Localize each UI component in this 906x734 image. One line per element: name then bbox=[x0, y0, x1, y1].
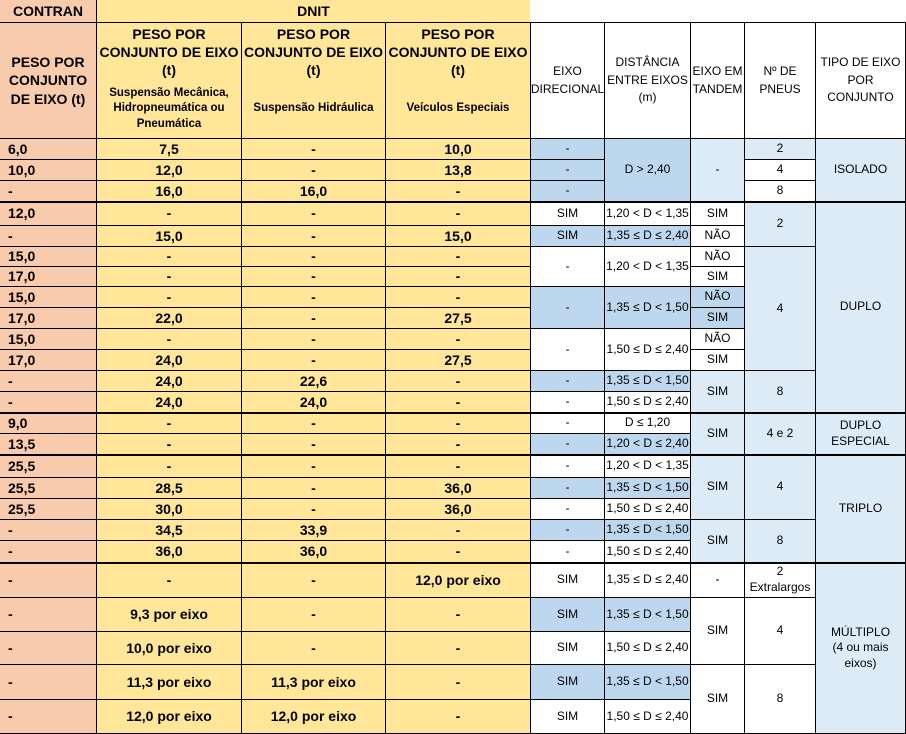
direcional-value: - bbox=[530, 433, 605, 455]
especiais-value: 12,0 por eixo bbox=[385, 562, 531, 598]
mecanica-value: 16,0 bbox=[96, 180, 242, 202]
direcional-value: SIM bbox=[530, 597, 605, 632]
contran-value: - bbox=[0, 664, 97, 700]
pneus-value: 2 Extralargos bbox=[744, 562, 816, 598]
especiais-value: 27,5 bbox=[385, 349, 531, 371]
especiais-value: - bbox=[385, 180, 531, 202]
tandem-value: SIM bbox=[690, 519, 745, 563]
eixo-direcional-header: EIXO DIRECIONAL bbox=[530, 22, 605, 139]
especiais-value: - bbox=[385, 412, 531, 434]
pneus-value: 4 bbox=[744, 597, 816, 665]
mecanica-value: 28,5 bbox=[96, 477, 242, 499]
especiais-value: 27,5 bbox=[385, 307, 531, 329]
hidraulica-value: - bbox=[241, 201, 386, 226]
group-separator bbox=[0, 201, 906, 203]
distancia-value: D ≤ 1,20 bbox=[604, 412, 691, 434]
especiais-value: - bbox=[385, 433, 531, 455]
pneus-value: 2 bbox=[744, 138, 816, 160]
tandem-value: - bbox=[690, 138, 745, 202]
mecanica-value: - bbox=[96, 433, 242, 455]
contran-value: - bbox=[0, 540, 97, 563]
distancia-value: 1,35 ≤ D < 1,50 bbox=[604, 477, 691, 499]
dnit-header: DNIT bbox=[96, 0, 531, 23]
distancia-value: 1,35 ≤ D < 1,50 bbox=[604, 664, 691, 700]
tandem-value: SIM bbox=[690, 370, 745, 413]
distancia-value: 1,20 < D < 1,35 bbox=[604, 454, 691, 478]
distancia-value: 1,50 ≤ D ≤ 2,40 bbox=[604, 391, 691, 413]
contran-value: 6,0 bbox=[0, 138, 97, 160]
especiais-value: - bbox=[385, 266, 531, 287]
tipo-value: ISOLADO bbox=[815, 138, 906, 202]
tandem-value: SIM bbox=[690, 307, 745, 329]
tandem-value: SIM bbox=[690, 266, 745, 287]
especiais-value: - bbox=[385, 286, 531, 308]
hidraulica-value: - bbox=[241, 597, 386, 632]
mecanica-value: 11,3 por eixo bbox=[96, 664, 242, 700]
dnit-mecanica-header bbox=[96, 22, 242, 139]
contran-value: 12,0 bbox=[0, 201, 97, 226]
hidraulica-value: - bbox=[241, 138, 386, 160]
distancia-value: 1,50 ≤ D ≤ 2,40 bbox=[604, 540, 691, 563]
contran-value: - bbox=[0, 391, 97, 413]
contran-value: 25,5 bbox=[0, 454, 97, 478]
direcional-value: SIM bbox=[530, 664, 605, 700]
mecanica-value: - bbox=[96, 286, 242, 308]
pneus-value: 4 e 2 bbox=[744, 412, 816, 455]
distancia-value: 1,35 ≤ D < 1,50 bbox=[604, 519, 691, 541]
group-separator bbox=[0, 412, 906, 414]
distancia-value: 1,50 ≤ D ≤ 2,40 bbox=[604, 699, 691, 734]
direcional-value: - bbox=[530, 180, 605, 202]
contran-value: 13,5 bbox=[0, 433, 97, 455]
mecanica-value: 24,0 bbox=[96, 370, 242, 392]
contran-value: - bbox=[0, 180, 97, 202]
mecanica-value: 10,0 por eixo bbox=[96, 631, 242, 665]
especiais-value: - bbox=[385, 370, 531, 392]
pneus-value: 8 bbox=[744, 370, 816, 413]
hidraulica-value: 12,0 por eixo bbox=[241, 699, 386, 734]
mecanica-value: 30,0 bbox=[96, 498, 242, 520]
mecanica-value: - bbox=[96, 454, 242, 478]
mecanica-value: 7,5 bbox=[96, 138, 242, 160]
especiais-value: 36,0 bbox=[385, 477, 531, 499]
direcional-value: - bbox=[530, 246, 605, 287]
direcional-value: - bbox=[530, 498, 605, 520]
tandem-value: SIM bbox=[690, 349, 745, 371]
especiais-value: - bbox=[385, 201, 531, 226]
direcional-value: - bbox=[530, 412, 605, 434]
contran-value: - bbox=[0, 631, 97, 665]
tandem-value: NÃO bbox=[690, 328, 745, 350]
hidraulica-value: 24,0 bbox=[241, 391, 386, 413]
distancia-value: 1,20 < D < 1,35 bbox=[604, 246, 691, 287]
contran-value: - bbox=[0, 562, 97, 598]
especiais-value: - bbox=[385, 540, 531, 563]
contran-value: 17,0 bbox=[0, 307, 97, 329]
especiais-value: - bbox=[385, 391, 531, 413]
eixo-tandem-header: EIXO EM TANDEM bbox=[690, 22, 745, 139]
hidraulica-value: 22,6 bbox=[241, 370, 386, 392]
tandem-value: NÃO bbox=[690, 286, 745, 308]
hidraulica-value: - bbox=[241, 246, 386, 267]
n-pneus-header: Nº DE PNEUS bbox=[744, 22, 816, 139]
tandem-value: SIM bbox=[690, 454, 745, 520]
contran-value: - bbox=[0, 597, 97, 632]
suspension-subtitle: Veículos Especiais bbox=[406, 102, 510, 115]
direcional-value: - bbox=[530, 391, 605, 413]
tipo-value: DUPLO ESPECIAL bbox=[815, 412, 906, 455]
mecanica-value: 9,3 por eixo bbox=[96, 597, 242, 632]
direcional-value: - bbox=[530, 540, 605, 563]
mecanica-value: - bbox=[96, 201, 242, 226]
hidraulica-value: - bbox=[241, 159, 386, 181]
pneus-value: 4 bbox=[744, 246, 816, 371]
distancia-value: 1,20 < D ≤ 2,40 bbox=[604, 433, 691, 455]
distancia-value: 1,35 ≤ D ≤ 2,40 bbox=[604, 225, 691, 247]
distancia-value: 1,35 ≤ D < 1,50 bbox=[604, 286, 691, 329]
mecanica-value: - bbox=[96, 412, 242, 434]
especiais-value: - bbox=[385, 246, 531, 267]
contran-value: 15,0 bbox=[0, 328, 97, 350]
suspension-subtitle: Suspensão Hidráulica bbox=[253, 102, 374, 115]
pneus-value: 8 bbox=[744, 180, 816, 202]
hidraulica-value: - bbox=[241, 477, 386, 499]
pneus-value: 4 bbox=[744, 159, 816, 181]
direcional-value: SIM bbox=[530, 225, 605, 247]
hidraulica-value: - bbox=[241, 631, 386, 665]
hidraulica-value: 16,0 bbox=[241, 180, 386, 202]
especiais-value: - bbox=[385, 328, 531, 350]
contran-value: - bbox=[0, 225, 97, 247]
tandem-value: NÃO bbox=[690, 246, 745, 267]
group-separator bbox=[0, 454, 906, 456]
mecanica-value: 24,0 bbox=[96, 349, 242, 371]
contran-value: 15,0 bbox=[0, 286, 97, 308]
hidraulica-value: - bbox=[241, 498, 386, 520]
pneus-value: 8 bbox=[744, 664, 816, 734]
contran-peso-header: PESO POR CONJUNTO DE EIXO (t) bbox=[0, 22, 97, 139]
tandem-value: SIM bbox=[690, 412, 745, 455]
suspension-subtitle: Suspensão Mecânica, Hidropneumática ou Pneumática bbox=[109, 86, 229, 130]
mecanica-value: 36,0 bbox=[96, 540, 242, 563]
contran-value: 10,0 bbox=[0, 159, 97, 181]
especiais-value: 13,8 bbox=[385, 159, 531, 181]
contran-value: 9,0 bbox=[0, 412, 97, 434]
distancia-value: 1,35 ≤ D < 1,50 bbox=[604, 370, 691, 392]
especiais-value: - bbox=[385, 664, 531, 700]
especiais-value: - bbox=[385, 519, 531, 541]
distancia-header: DISTÂNCIA ENTRE EIXOS (m) bbox=[604, 22, 691, 139]
group-separator bbox=[0, 562, 906, 564]
direcional-value: - bbox=[530, 286, 605, 329]
mecanica-value: - bbox=[96, 562, 242, 598]
mecanica-value: 12,0 bbox=[96, 159, 242, 181]
tandem-value: SIM bbox=[690, 201, 745, 226]
pneus-value: 4 bbox=[744, 454, 816, 520]
direcional-value: SIM bbox=[530, 699, 605, 734]
hidraulica-value: - bbox=[241, 412, 386, 434]
peso-title: PESO POR CONJUNTO DE EIXO (t) bbox=[244, 26, 383, 79]
direcional-value: SIM bbox=[530, 562, 605, 598]
contran-value: 15,0 bbox=[0, 246, 97, 267]
hidraulica-value: - bbox=[241, 266, 386, 287]
hidraulica-value: - bbox=[241, 562, 386, 598]
mecanica-value: 15,0 bbox=[96, 225, 242, 247]
distancia-value: 1,35 ≤ D < 1,50 bbox=[604, 597, 691, 632]
contran-value: - bbox=[0, 699, 97, 734]
mecanica-value: 12,0 por eixo bbox=[96, 699, 242, 734]
dnit-hidraulica-header bbox=[241, 22, 386, 139]
contran-value: 17,0 bbox=[0, 349, 97, 371]
peso-title: PESO POR CONJUNTO DE EIXO (t) bbox=[388, 26, 528, 79]
direcional-value: SIM bbox=[530, 631, 605, 665]
direcional-value: - bbox=[530, 519, 605, 541]
tipo-value: DUPLO bbox=[815, 201, 906, 413]
tandem-value: SIM bbox=[690, 664, 745, 734]
tandem-value: SIM bbox=[690, 597, 745, 665]
contran-value: 25,5 bbox=[0, 477, 97, 499]
distancia-value: 1,50 ≤ D ≤ 2,40 bbox=[604, 631, 691, 665]
mecanica-value: - bbox=[96, 246, 242, 267]
contran-value: - bbox=[0, 519, 97, 541]
mecanica-value: - bbox=[96, 266, 242, 287]
hidraulica-value: 33,9 bbox=[241, 519, 386, 541]
tipo-value: TRIPLO bbox=[815, 454, 906, 563]
distancia-value: 1,50 ≤ D ≤ 2,40 bbox=[604, 498, 691, 520]
pneus-value: 8 bbox=[744, 519, 816, 563]
tipo-eixo-header: TIPO DE EIXO POR CONJUNTO bbox=[815, 22, 906, 139]
especiais-value: - bbox=[385, 597, 531, 632]
contran-value: - bbox=[0, 370, 97, 392]
hidraulica-value: - bbox=[241, 433, 386, 455]
contran-value: 25,5 bbox=[0, 498, 97, 520]
hidraulica-value: - bbox=[241, 454, 386, 478]
mecanica-value: - bbox=[96, 328, 242, 350]
mecanica-value: 34,5 bbox=[96, 519, 242, 541]
direcional-value: - bbox=[530, 159, 605, 181]
tandem-value: NÃO bbox=[690, 225, 745, 247]
hidraulica-value: - bbox=[241, 307, 386, 329]
peso-title: PESO POR CONJUNTO DE EIXO (t) bbox=[99, 26, 239, 79]
hidraulica-value: - bbox=[241, 328, 386, 350]
distancia-value: 1,35 ≤ D ≤ 2,40 bbox=[604, 562, 691, 598]
tandem-value: - bbox=[690, 562, 745, 598]
distancia-value: D > 2,40 bbox=[604, 138, 691, 202]
hidraulica-value: - bbox=[241, 349, 386, 371]
pneus-value: 2 bbox=[744, 201, 816, 247]
especiais-value: - bbox=[385, 631, 531, 665]
direcional-value: - bbox=[530, 328, 605, 371]
dnit-especiais-header bbox=[385, 22, 531, 139]
contran-value: 17,0 bbox=[0, 266, 97, 287]
hidraulica-value: 11,3 por eixo bbox=[241, 664, 386, 700]
direcional-value: SIM bbox=[530, 201, 605, 226]
especiais-value: 15,0 bbox=[385, 225, 531, 247]
hidraulica-value: - bbox=[241, 225, 386, 247]
especiais-value: - bbox=[385, 454, 531, 478]
especiais-value: 36,0 bbox=[385, 498, 531, 520]
mecanica-value: 22,0 bbox=[96, 307, 242, 329]
hidraulica-value: 36,0 bbox=[241, 540, 386, 563]
especiais-value: 10,0 bbox=[385, 138, 531, 160]
direcional-value: - bbox=[530, 138, 605, 160]
mecanica-value: 24,0 bbox=[96, 391, 242, 413]
direcional-value: - bbox=[530, 454, 605, 478]
contran-header: CONTRAN bbox=[0, 0, 97, 23]
header-blank bbox=[530, 0, 906, 23]
direcional-value: - bbox=[530, 370, 605, 392]
especiais-value: - bbox=[385, 699, 531, 734]
distancia-value: 1,20 < D < 1,35 bbox=[604, 201, 691, 226]
distancia-value: 1,50 ≤ D ≤ 2,40 bbox=[604, 328, 691, 371]
direcional-value: - bbox=[530, 477, 605, 499]
tipo-value: MÚLTIPLO (4 ou mais eixos) bbox=[815, 562, 906, 734]
hidraulica-value: - bbox=[241, 286, 386, 308]
